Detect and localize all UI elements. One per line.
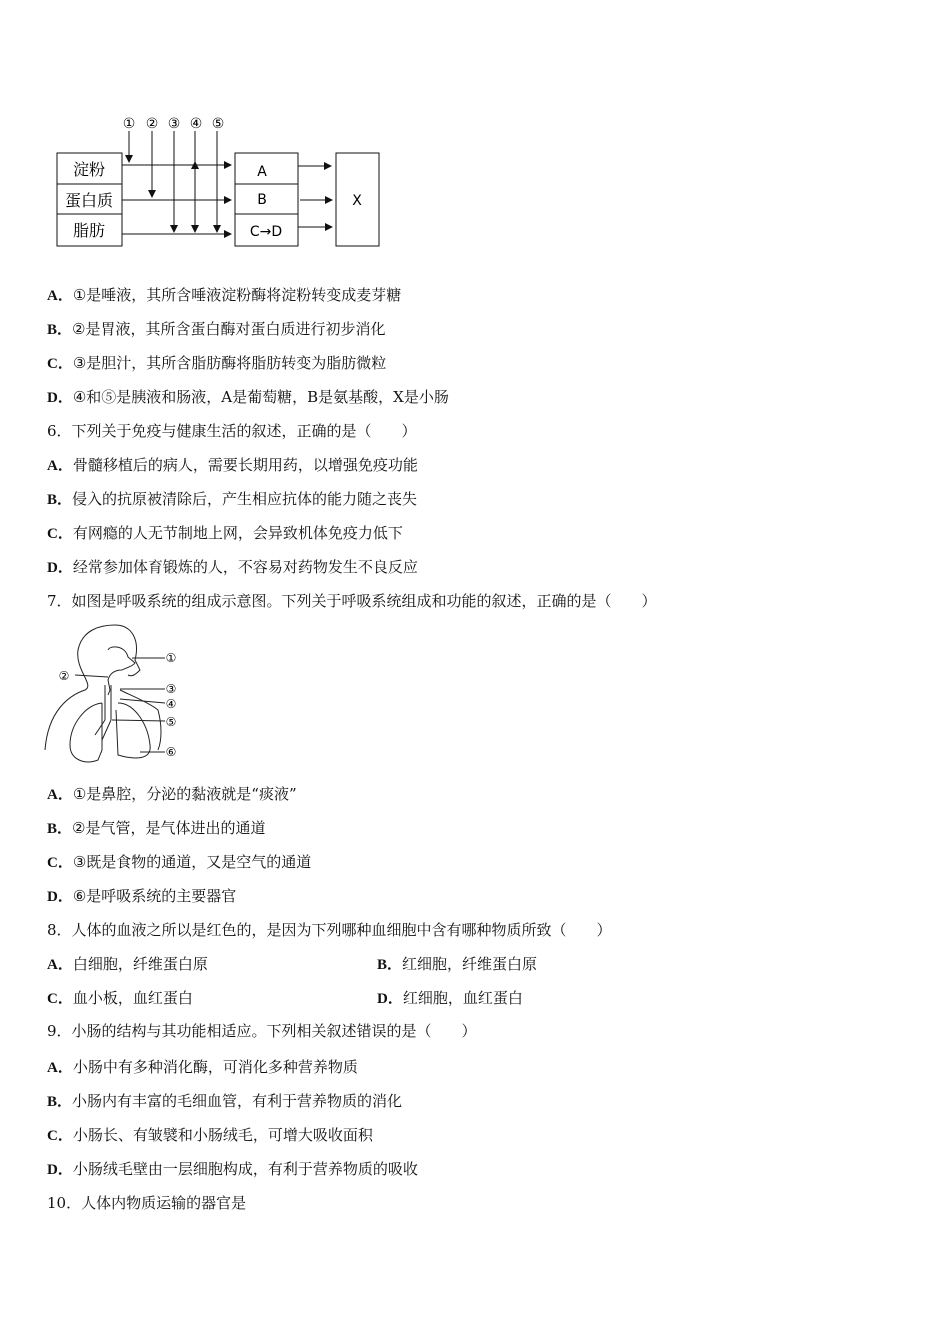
- input-protein: 蛋白质: [64, 191, 114, 210]
- option-text: 经常参加体育锻炼的人，不容易对药物发生不良反应: [72, 558, 418, 576]
- option-label: B．: [47, 322, 73, 338]
- q9-stem: 9．小肠的结构与其功能相适应。下列相关叙述错误的是（ ）: [47, 1022, 477, 1040]
- option-label: C．: [47, 1128, 73, 1144]
- label-6: ⑥: [165, 745, 177, 759]
- option-label: A．: [47, 787, 73, 803]
- option-text: 小肠绒毛壁由一层细胞构成，有利于营养物质的吸收: [72, 1160, 418, 1178]
- q9-option-d: [47, 1159, 418, 1180]
- option-label: A．: [47, 1060, 73, 1076]
- option-text: 红细胞，纤维蛋白原: [402, 955, 538, 973]
- result-x: X: [352, 193, 362, 209]
- label-1: ①: [165, 651, 177, 665]
- option-label: A．: [47, 288, 73, 304]
- option-text: 小肠长、有皱襞和小肠绒毛，可增大吸收面积: [72, 1126, 373, 1144]
- option-text: ④和⑤是胰液和肠液，A是葡萄糖，B是氨基酸，X是小肠: [72, 388, 449, 406]
- q7-option-d: [47, 886, 236, 907]
- q9-option-c: [47, 1125, 373, 1146]
- q9-option-b: [47, 1091, 402, 1112]
- output-b: B: [257, 192, 267, 208]
- option-text: ①是鼻腔，分泌的黏液就是“痰液”: [72, 785, 297, 803]
- q7-option-a: [47, 784, 297, 805]
- option-text: ②是气管，是气体进出的通道: [72, 819, 266, 837]
- option-text: 侵入的抗原被清除后，产生相应抗体的能力随之丧失: [72, 490, 418, 508]
- q7-stem: 7．如图是呼吸系统的组成示意图。下列关于呼吸系统组成和功能的叙述，正确的是（ ）: [47, 592, 657, 610]
- q5-option-a: [47, 285, 401, 306]
- q8-option-d: [377, 988, 523, 1009]
- option-label: A．: [47, 957, 73, 973]
- option-text: 红细胞，血红蛋白: [402, 989, 523, 1007]
- option-label: D．: [47, 1162, 73, 1178]
- option-label: D．: [47, 390, 73, 406]
- option-text: 小肠中有多种消化酶，可消化多种营养物质: [72, 1058, 358, 1076]
- q6-option-a: [47, 455, 418, 476]
- option-text: ③是胆汁，其所含脂肪酶将脂肪转变为脂肪微粒: [72, 354, 387, 372]
- option-label: D．: [47, 560, 73, 576]
- input-starch: 淀粉: [72, 160, 106, 179]
- q6-option-b: [47, 489, 417, 510]
- option-text: ③既是食物的通道，又是空气的通道: [72, 853, 312, 871]
- option-label: B．: [47, 821, 73, 837]
- option-label: C．: [47, 356, 73, 372]
- marker-5: ⑤: [211, 116, 225, 132]
- option-label: C．: [47, 991, 73, 1007]
- option-label: B．: [47, 492, 73, 508]
- option-text: ②是胃液，其所含蛋白酶对蛋白质进行初步消化: [72, 320, 386, 338]
- q7-option-c: [47, 852, 311, 873]
- option-label: C．: [47, 526, 73, 542]
- q5-option-b: [47, 319, 385, 340]
- option-text: 血小板，血红蛋白: [72, 989, 193, 1007]
- digestion-diagram: [40, 100, 400, 260]
- option-text: 有网瘾的人无节制地上网，会异致机体免疫力低下: [72, 524, 403, 542]
- marker-2: ②: [145, 116, 159, 132]
- q5-option-d: [47, 387, 449, 408]
- q8-stem: 8．人体的血液之所以是红色的，是因为下列哪种血细胞中含有哪种物质所致（ ）: [47, 921, 612, 939]
- label-2: ②: [58, 669, 70, 683]
- q8-option-b: [377, 954, 537, 975]
- output-a: A: [257, 164, 267, 180]
- option-text: 骨髓移植后的病人，需要长期用药，以增强免疫功能: [72, 456, 418, 474]
- option-text: ①是唾液，其所含唾液淀粉酶将淀粉转变成麦芽糖: [72, 286, 402, 304]
- q7-option-b: [47, 818, 265, 839]
- option-label: D．: [377, 991, 403, 1007]
- marker-1: ①: [122, 116, 136, 132]
- option-label: D．: [47, 889, 73, 905]
- label-5: ⑤: [165, 715, 177, 729]
- option-label: B．: [47, 1094, 73, 1110]
- q8-option-c: [47, 988, 193, 1009]
- q6-option-d: [47, 557, 418, 578]
- marker-3: ③: [167, 116, 181, 132]
- label-3: ③: [165, 682, 177, 696]
- output-cd: C→D: [249, 224, 283, 240]
- option-label: C．: [47, 855, 73, 871]
- q10-stem: 10．人体内物质运输的器官是: [47, 1194, 247, 1212]
- label-4: ④: [165, 697, 177, 711]
- marker-4: ④: [189, 116, 203, 132]
- q6-option-c: [47, 523, 403, 544]
- option-text: 小肠内有丰富的毛细血管，有利于营养物质的消化: [72, 1092, 403, 1110]
- q8-option-a: [47, 954, 208, 975]
- q5-option-c: [47, 353, 386, 374]
- option-label: A．: [47, 458, 73, 474]
- option-label: B．: [377, 957, 403, 973]
- q9-option-a: [47, 1057, 358, 1078]
- q6-stem: 6．下列关于免疫与健康生活的叙述，正确的是（ ）: [47, 422, 417, 440]
- input-fat: 脂肪: [72, 221, 106, 240]
- respiratory-diagram: [40, 615, 200, 775]
- option-text: 白细胞，纤维蛋白原: [72, 955, 208, 973]
- option-text: ⑥是呼吸系统的主要器官: [72, 887, 237, 905]
